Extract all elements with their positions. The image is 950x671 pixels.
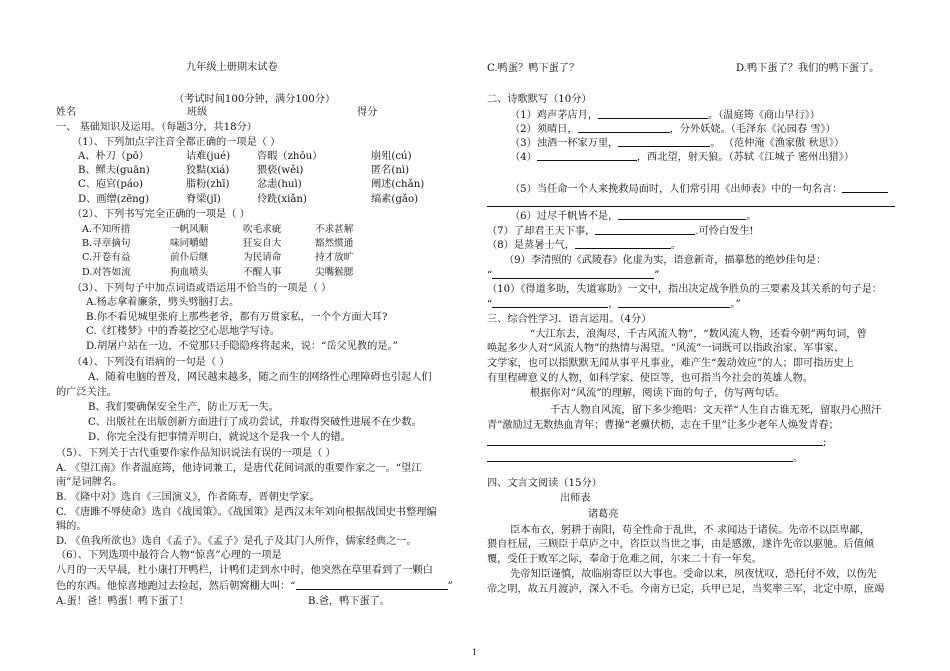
poem-line-6-text: （6）过尽千帆皆不是， xyxy=(510,211,619,222)
composite-para-line: 有里程碑意义的人物，如科学家、使臣等，也可指当今社会的英雄人物。 xyxy=(487,373,813,384)
q2-option-cell: 不醒人事 xyxy=(243,267,282,278)
class-label: 班级 xyxy=(187,107,208,118)
q6-option-a: A.蛋！爸！鸭蛋！鸭下蛋了！ xyxy=(56,596,189,607)
passage-title: 出师表 xyxy=(560,493,591,504)
q5-option-a-cont: 南”是词牌名。 xyxy=(56,477,123,488)
poem-line-1-text: （1）鸡声茅店月， xyxy=(510,110,598,121)
q1-option-cell: 匿名(nì) xyxy=(371,165,410,176)
exam-title: 九年级上册期末试卷 xyxy=(186,62,278,73)
q1-option-cell: 脂粉(zhī) xyxy=(186,179,230,190)
poem-blank-8[interactable] xyxy=(575,238,671,249)
q2-option-cell: 味同嚼蜡 xyxy=(170,238,209,249)
section-2-heading: 二、诗歌默写（10分） xyxy=(487,94,592,105)
poem-blank-9[interactable] xyxy=(492,268,654,279)
poem-line-4 xyxy=(510,150,854,165)
q2-option-cell: B.寻章摘句 xyxy=(82,238,131,249)
poem-line-1-source: 。（温庭筠《商山早行》） xyxy=(707,110,821,121)
imitation-line-2-end: 。 xyxy=(793,453,804,464)
imitation-blank-1[interactable] xyxy=(487,435,823,446)
poem-line-2-text: （2）须晴日， xyxy=(510,124,578,135)
poem-line-2 xyxy=(510,122,836,137)
imitation-blank-2[interactable] xyxy=(487,451,793,462)
passage-line: 臣本布衣，躬耕于南阳，苟全性命于乱世，不 求闻达于诸侯。先帝不以臣卑鄙， xyxy=(510,525,870,536)
q1-option-cell: 猥亵(wěi) xyxy=(257,165,304,176)
q4-stem: （4）、下列没有语病的一句是（ ） xyxy=(72,357,230,368)
q2-option-cell: 前仆后继 xyxy=(170,252,209,263)
q2-option-cell: 狗血喷头 xyxy=(170,267,209,278)
section-1-heading: 一、 基础知识及运用。（每题3分，共18分） xyxy=(56,122,257,133)
q5-option-b: B. 《隆中对》选自《三国演义》，作者陈寿，晋朝史学家。 xyxy=(56,492,320,503)
poem-line-7-text: （7）了却君王天下事， xyxy=(487,226,596,237)
poem-line-7 xyxy=(487,224,754,239)
poem-line-4-text: （4） xyxy=(510,152,537,163)
poem-blank-10a[interactable] xyxy=(492,297,608,308)
q5-option-c: C. 《唐雎不辱使命》选自《战国策》。《战国策》是西汉末年刘向根据战国史书整理编 xyxy=(56,507,437,518)
q3-option-d: D.胡屠户站在一边，不觉那只手隐隐疼将起来，说：“岳父见教的是。” xyxy=(86,341,398,352)
q2-option-cell: 尖嘴猴腮 xyxy=(315,267,354,278)
q2-option-cell: C.开卷有益 xyxy=(82,252,131,263)
q5-stem: （5）、下列关于古代重要作家作品知识说法有误的一项是（ ） xyxy=(56,448,336,459)
q1-option-cell: 忿恚(huì) xyxy=(257,179,302,190)
q1-option-cell: 伶跣(xiǎn) xyxy=(257,194,307,205)
q1-stem: （1）、下列加点字注音全都正确的一项是（ ） xyxy=(72,137,281,148)
page-number: 1 xyxy=(472,648,478,657)
q1-option-cell: 诘难(jué) xyxy=(186,151,231,162)
poem-line-7-end: .可怜白发生! xyxy=(695,226,754,237)
q6-passage-close-quote: ” xyxy=(447,581,453,592)
poem-line-10-comma: ， xyxy=(608,299,619,310)
q4-option-d: D、你完全没有把事情弄明白，就说这个是我一个人的错。 xyxy=(88,432,351,443)
poem-line-1 xyxy=(510,108,820,123)
poem-line-6-end: 。 xyxy=(746,211,757,222)
q2-option-cell: A.不知所措 xyxy=(82,224,131,235)
q6-passage-line-2 xyxy=(56,579,453,594)
q6-option-c: C.鸭蛋？鸭下蛋了？ xyxy=(487,63,580,74)
composite-example-line: 青”激励过无数热血青年；曹操“老骥伏枥，志在千里”让多少老年人焕发青春； xyxy=(487,420,839,431)
q3-stem: （3）、下列句子中加点词语或语运用不恰当的一项是（ ） xyxy=(72,283,332,294)
poem-blank-5a[interactable] xyxy=(842,182,888,193)
poem-line-4-source: ，西北望，射天狼。（苏轼《江城子 密州出猎》） xyxy=(636,152,855,163)
q4-option-b: B、我们要确保安全生产，防止万无一失。 xyxy=(88,402,279,413)
poem-line-10-close-quote: 。” xyxy=(730,299,741,310)
q2-option-cell: 不求甚解 xyxy=(315,224,354,235)
q5-option-a: A. 《望江南》作者温庭筠，他诗词兼工，是唐代花间词派的重要作家之一。“望江 xyxy=(56,463,422,474)
q2-option-cell: 一帆风顺 xyxy=(170,224,209,235)
q1-option-cell: 咨暇（zhōu） xyxy=(257,151,323,162)
poem-line-9: （9）李清照的《武陵春》化虚为实，语意新奇，描摹愁的绝妙佳句是： xyxy=(504,255,827,266)
q6-stem: （6）、下列选项中最符合人物“惊喜”心理的一项是 xyxy=(56,550,282,561)
q2-option-cell: 为民请命 xyxy=(243,252,282,263)
composite-para-line: 文学家，也可以指默默无闻从事平凡事业，难产生“轰动效应”的人；即可指历史上 xyxy=(487,358,854,369)
q4-option-c: C、出版社在出版创新方面进行了成功尝试，并取得突破性进展不在少数。 xyxy=(88,417,422,428)
poem-line-3 xyxy=(510,136,844,151)
q2-option-cell: 吹毛求疵 xyxy=(243,224,282,235)
q1-option-cell: 崩殂(cú) xyxy=(371,151,412,162)
q6-option-d: D.鸭下蛋了？我们的鸭下蛋了。 xyxy=(736,63,880,74)
q6-passage-text: 色的东西。他惊喜地跑过去捡起，然后朝窝棚大叫：“ xyxy=(56,581,296,592)
poem-line-9-close-quote: ” xyxy=(654,270,660,281)
q1-option-cell: 缟素(gǎo) xyxy=(371,194,419,205)
q5-option-d: D. 《鱼我所欲也》选自《孟子》。《孟子》是孔子及其门人所作，儒家经典之一。 xyxy=(56,536,417,547)
score-label: 得分 xyxy=(357,107,378,118)
passage-line: 帝之明，故五月渡泸，深入不毛。今南方已定，兵甲已足，当奖率三军，北定中原，庶竭 xyxy=(487,584,885,595)
q1-option-cell: D、画缯(zēng) xyxy=(78,194,150,205)
q6-option-b: B.爸，鸭下蛋了。 xyxy=(308,596,391,607)
q6-passage-line-1: 八月的一天早晨，杜小康打开鸭栏，计鸭们走到水中时，他突然在草里看到了一颗白 xyxy=(56,565,433,576)
poem-line-10: （10）《得道多助，失道寡助》一文中，指出决定战争胜负的三要素及其关系的句子是： xyxy=(487,284,882,295)
poem-line-10-answer xyxy=(487,297,741,312)
q2-option-cell: 狂妄自大 xyxy=(243,238,282,249)
poem-blank-10b[interactable] xyxy=(618,297,730,308)
section-4-heading: 四、文言文阅读（15分） xyxy=(487,478,602,489)
poem-blank-3[interactable] xyxy=(618,136,710,147)
q2-option-cell: 豁然惯通 xyxy=(315,238,354,249)
q1-option-cell: 阐述(chǎn) xyxy=(371,179,425,190)
q5-option-c-cont: 辑的。 xyxy=(56,521,87,532)
q1-option-cell: C、庖官(páo) xyxy=(78,179,144,190)
poem-line-8-end: 。 xyxy=(670,240,682,251)
poem-blank-7[interactable] xyxy=(595,224,695,235)
q3-option-c: C.《红楼梦》中的香菱挖空心思地学写诗。 xyxy=(86,326,281,337)
poem-line-3-text: （3）浊酒一杯家万里， xyxy=(510,138,619,149)
q4-option-a-cont: 的广泛关注。 xyxy=(56,387,118,398)
poem-line-8 xyxy=(487,238,681,253)
name-label: 姓名 xyxy=(56,107,77,118)
q1-option-cell: B、鳏夫(guān) xyxy=(78,165,150,176)
poem-line-10-open-quote: “ xyxy=(487,299,493,310)
q6-answer-blank[interactable] xyxy=(296,579,448,590)
passage-line: 猥自枉屈，三顾臣于草庐之中，咨臣以当世之事，由是感激，遂许先帝以驱驰。后值倾 xyxy=(487,539,875,550)
poem-line-8-text: （8）是蒸暑士气， xyxy=(487,240,575,251)
q3-option-b: B.你不看见城里张府上那些老爷，都有万贯家私，一个个方面大耳? xyxy=(86,312,388,323)
passage-author: 诸葛亮 xyxy=(588,509,619,520)
q2-option-cell: D.对答如流 xyxy=(82,267,131,278)
passage-line: 先帝知臣谨慎，故临崩寄臣以大事也。受命以来，夙夜忧叹，恐托付不效，以伤先 xyxy=(510,569,877,580)
passage-line: 覆，受任于败军之际，奉命于危难之间，尔来二十有一年矣。 xyxy=(487,554,763,565)
exam-info: （考试时间100分钟，满分100分） xyxy=(174,94,336,105)
poem-blank-5b[interactable] xyxy=(487,196,895,207)
q1-option-cell: A、朴刀（pō） xyxy=(78,151,149,162)
imitation-line-1-end: ; xyxy=(823,437,827,448)
poem-line-3-source: 。 （范仲淹《渔家傲 秋思》） xyxy=(710,138,845,149)
poem-line-2-source: ，分外妖娆。（毛泽东《沁园春 雪》） xyxy=(669,124,836,135)
poem-line-5 xyxy=(510,182,888,197)
q4-option-a: A、随着电脑的普及，网民越来越多，随之而生的网络性心理障碍也引起人们 xyxy=(88,372,432,383)
composite-instruction: 根据你对“风流”的理解，阅读下面的句子，仿写两句话。 xyxy=(530,388,785,399)
q3-option-a: A.杨志拿着廉条，劈头劈脑打去。 xyxy=(86,297,240,308)
q1-option-cell: 狡黠(xiá) xyxy=(186,165,230,176)
poem-line-9-answer xyxy=(487,268,659,283)
imitation-line-1 xyxy=(487,435,826,450)
q2-option-cell: 持才放旷 xyxy=(315,252,354,263)
poem-line-9-open-quote: “ xyxy=(487,270,493,281)
composite-example-line: 千古人物自风流，留下多少绝唱：文天祥“人生自古谁无死，留取丹心照汗 xyxy=(550,405,882,416)
composite-para-line: 唤起多少人对“风流人物”的热情与渴望。“风流”一词既可以指政治家、军事家、 xyxy=(487,343,845,354)
poem-line-6 xyxy=(510,209,757,224)
poem-blank-2[interactable] xyxy=(578,122,670,133)
poem-blank-4[interactable] xyxy=(537,150,637,161)
imitation-line-2 xyxy=(487,451,803,466)
composite-para-line: “大江东去，浪淘尽，千古风流人物”，“数风流人物，还看今朝”两句词，曾 xyxy=(530,329,867,340)
q2-stem: （2）、下列书写完全正确的一项是（ ） xyxy=(72,209,250,220)
poem-blank-6[interactable] xyxy=(618,209,746,220)
poem-line-5-text: （5）当任命一个人来挽救局面时，人们常引用《出师表》中的一句名言： xyxy=(510,184,843,195)
q1-option-cell: 脊梁(jǐ) xyxy=(186,194,221,205)
poem-blank-1[interactable] xyxy=(598,108,708,119)
section-3-heading: 三、综合性学习．语言运用。（4分） xyxy=(487,314,652,325)
